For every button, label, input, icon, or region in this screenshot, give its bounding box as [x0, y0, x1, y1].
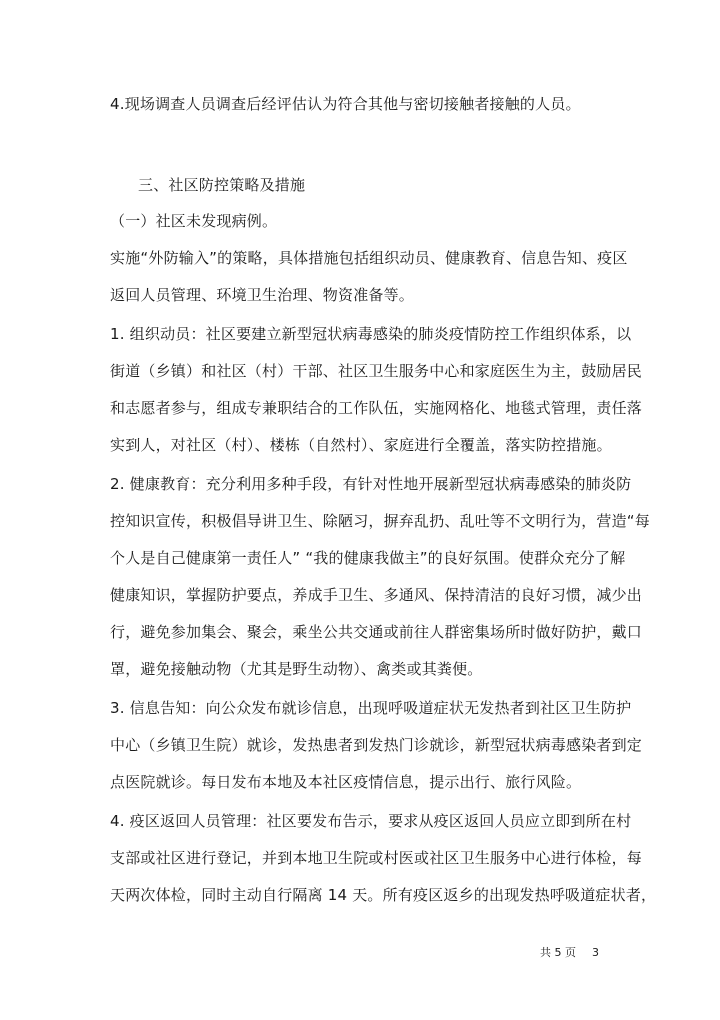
paragraph-line: 罩，避免接触动物（尤其是野生动物）、禽类或其粪便。 — [110, 660, 483, 678]
paragraph-line: 4. 疫区返回人员管理：社区要发布告示，要求从疫区返回人员应立即到所在村 — [110, 812, 632, 830]
total-pages-label: 共 5 页 — [540, 946, 576, 959]
paragraph-line: 行，避免参加集会、聚会，乘坐公共交通或前往人群密集场所时做好防护，戴口 — [110, 623, 643, 641]
section-heading: 三、社区防控策略及措施 — [138, 176, 306, 194]
paragraph-line: 健康知识，掌握防护要点，养成手卫生、多通风、保持清洁的良好习惯，减少出 — [110, 586, 643, 604]
paragraph-line: 实到人，对社区（村）、楼栋（自然村）、家庭进行全覆盖，落实防控措施。 — [110, 436, 612, 454]
paragraph-line: 实施“外防输入”的策略，具体措施包括组织动员、健康教育、信息告知、疫区 — [110, 249, 628, 267]
subsection-heading: （一）社区未发现病例。 — [110, 212, 278, 230]
paragraph-line: 支部或社区进行登记，并到本地卫生院或村医或社区卫生服务中心进行体检，每 — [110, 849, 643, 867]
page-footer — [540, 946, 599, 960]
paragraph-line: 中心（乡镇卫生院）就诊，发热患者到发热门诊就诊，新型冠状病毒感染者到定 — [110, 736, 643, 754]
paragraph-line: 4.现场调查人员调查后经评估认为符合其他与密切接触者接触的人员。 — [110, 95, 581, 113]
paragraph-line: 天两次体检，同时主动自行隔离 14 天。所有疫区返乡的出现发热呼吸道症状者， — [110, 886, 657, 904]
paragraph-line: 2. 健康教育：充分利用多种手段，有针对性地开展新型冠状病毒感染的肺炎防 — [110, 475, 632, 493]
paragraph-line: 控知识宣传，积极倡导讲卫生、除陋习，摒弃乱扔、乱吐等不文明行为，营造“每 — [110, 512, 650, 530]
paragraph-line: 街道（乡镇）和社区（村）干部、社区卫生服务中心和家庭医生为主，鼓励居民 — [110, 362, 643, 380]
paragraph-line: 返回人员管理、环境卫生治理、物资准备等。 — [110, 286, 415, 304]
paragraph-line: 3. 信息告知：向公众发布就诊信息，出现呼吸道症状无发热者到社区卫生防护 — [110, 699, 632, 717]
paragraph-line: 和志愿者参与，组成专兼职结合的工作队伍，实施网格化、地毯式管理，责任落 — [110, 399, 643, 417]
page-number: 3 — [592, 946, 599, 959]
paragraph-line: 个人是自己健康第一责任人” “我的健康我做主”的良好氛围。使群众充分了解 — [110, 549, 626, 567]
paragraph-line: 点医院就诊。每日发布本地及本社区疫情信息，提示出行、旅行风险。 — [110, 773, 582, 791]
paragraph-line: 1. 组织动员：社区要建立新型冠状病毒感染的肺炎疫情防控工作组织体系，以 — [110, 325, 632, 343]
